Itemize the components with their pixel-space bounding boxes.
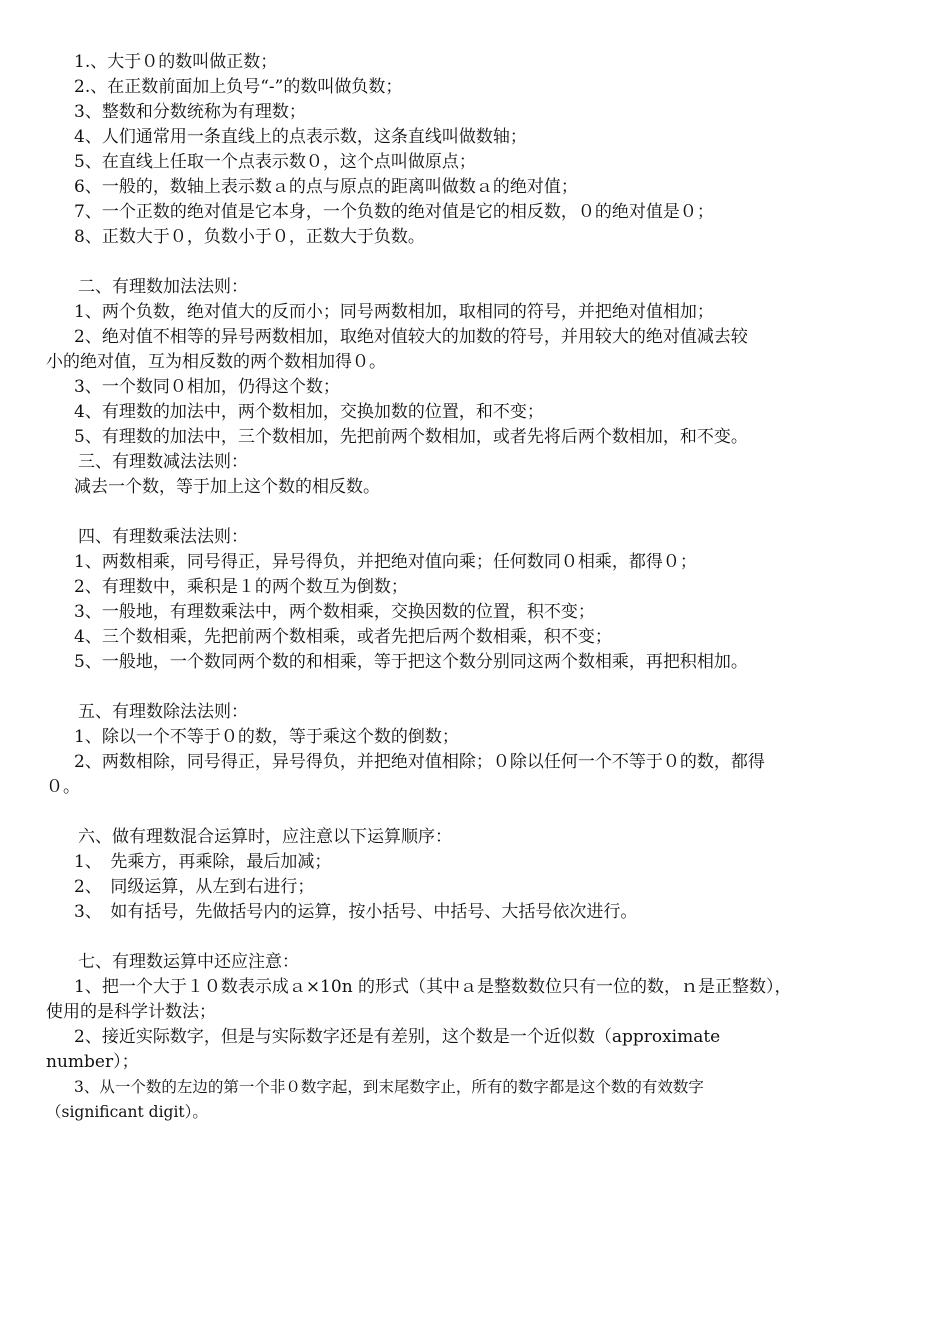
section-heading-order-of-operations: 六、做有理数混合运算时，应注意以下运算顺序：: [78, 827, 452, 847]
rule-line: 4、有理数的加法中，两个数相加，交换加数的位置，和不变；: [74, 402, 544, 422]
rule-line: 1、 先乘方，再乘除，最后加减；: [74, 852, 332, 872]
rule-line: 3、一个数同０相加，仍得这个数；: [74, 377, 340, 397]
rule-line: 4、三个数相乘，先把前两个数相乘，或者先把后两个数相乘，积不变；: [74, 627, 612, 647]
definition-line: 5、在直线上任取一个点表示数０，这个点叫做原点；: [74, 152, 476, 172]
rule-line-continuation: 小的绝对值，互为相反数的两个数相加得０。: [46, 352, 386, 372]
definition-line: 3、整数和分数统称为有理数；: [74, 102, 306, 122]
rule-line: 1、除以一个不等于０的数，等于乘这个数的倒数；: [74, 727, 459, 747]
section-heading-notes: 七、有理数运算中还应注意：: [78, 952, 299, 972]
rule-line: 2、 同级运算，从左到右进行；: [74, 877, 315, 897]
rule-line: 3、 如有括号，先做括号内的运算，按小括号、中括号、大括号依次进行。: [74, 902, 638, 922]
definition-line: 4、人们通常用一条直线上的点表示数，这条直线叫做数轴；: [74, 127, 527, 147]
rule-line: 3、一般地，有理数乘法中，两个数相乘，交换因数的位置，积不变；: [74, 602, 595, 622]
definition-line: 7、一个正数的绝对值是它本身，一个负数的绝对值是它的相反数，０的绝对值是０；: [74, 202, 714, 222]
rule-line: 2、绝对值不相等的异号两数相加，取绝对值较大的加数的符号，并用较大的绝对值减去较: [74, 327, 748, 347]
rule-line: 3、从一个数的左边的第一个非０数字起，到末尾数字止，所有的数字都是这个数的有效数字: [74, 1078, 704, 1096]
definition-line: 2.、在正数前面加上负号“-”的数叫做负数；: [74, 77, 403, 97]
rule-line: 5、一般地，一个数同两个数的和相乘，等于把这个数分别同这两个数相乘，再把积相加。: [74, 652, 748, 672]
rule-line-continuation: number）；: [46, 1052, 139, 1072]
rule-line: 5、有理数的加法中，三个数相加，先把前两个数相加，或者先将后两个数相加，和不变。: [74, 427, 748, 447]
definition-line: 8、正数大于０，负数小于０，正数大于负数。: [74, 227, 425, 247]
section-heading-subtraction: 三、有理数减法法则：: [78, 452, 248, 472]
rule-line: 1、两数相乘，同号得正，异号得负，并把绝对值向乘；任何数同０相乘，都得０；: [74, 552, 697, 572]
definition-line: 6、一般的，数轴上表示数ａ的点与原点的距离叫做数ａ的绝对值；: [74, 177, 578, 197]
rule-line-continuation: ０。: [46, 777, 80, 797]
rule-line: 2、两数相除，同号得正，异号得负，并把绝对值相除；０除以任何一个不等于０的数，都得: [74, 752, 765, 772]
rule-line: 2、有理数中，乘积是１的两个数互为倒数；: [74, 577, 408, 597]
rule-line: 减去一个数，等于加上这个数的相反数。: [74, 477, 380, 497]
rule-line: 1、把一个大于１０数表示成ａ×10n 的形式（其中ａ是整数数位只有一位的数，ｎ是正整数），: [74, 977, 792, 997]
rule-line-continuation: （significant digit）。: [46, 1103, 208, 1121]
rule-line: 2、接近实际数字，但是与实际数字还是有差别，这个数是一个近似数（approximate: [74, 1027, 721, 1047]
section-heading-multiplication: 四、有理数乘法法则：: [78, 527, 248, 547]
rule-line-continuation: 使用的是科学计数法；: [46, 1002, 216, 1022]
section-heading-division: 五、有理数除法法则：: [78, 702, 248, 722]
rule-line: 1、两个负数，绝对值大的反而小；同号两数相加，取相同的符号，并把绝对值相加；: [74, 302, 714, 322]
definition-line: 1.、大于０的数叫做正数；: [74, 52, 278, 72]
section-heading-addition: 二、有理数加法法则：: [78, 277, 248, 297]
